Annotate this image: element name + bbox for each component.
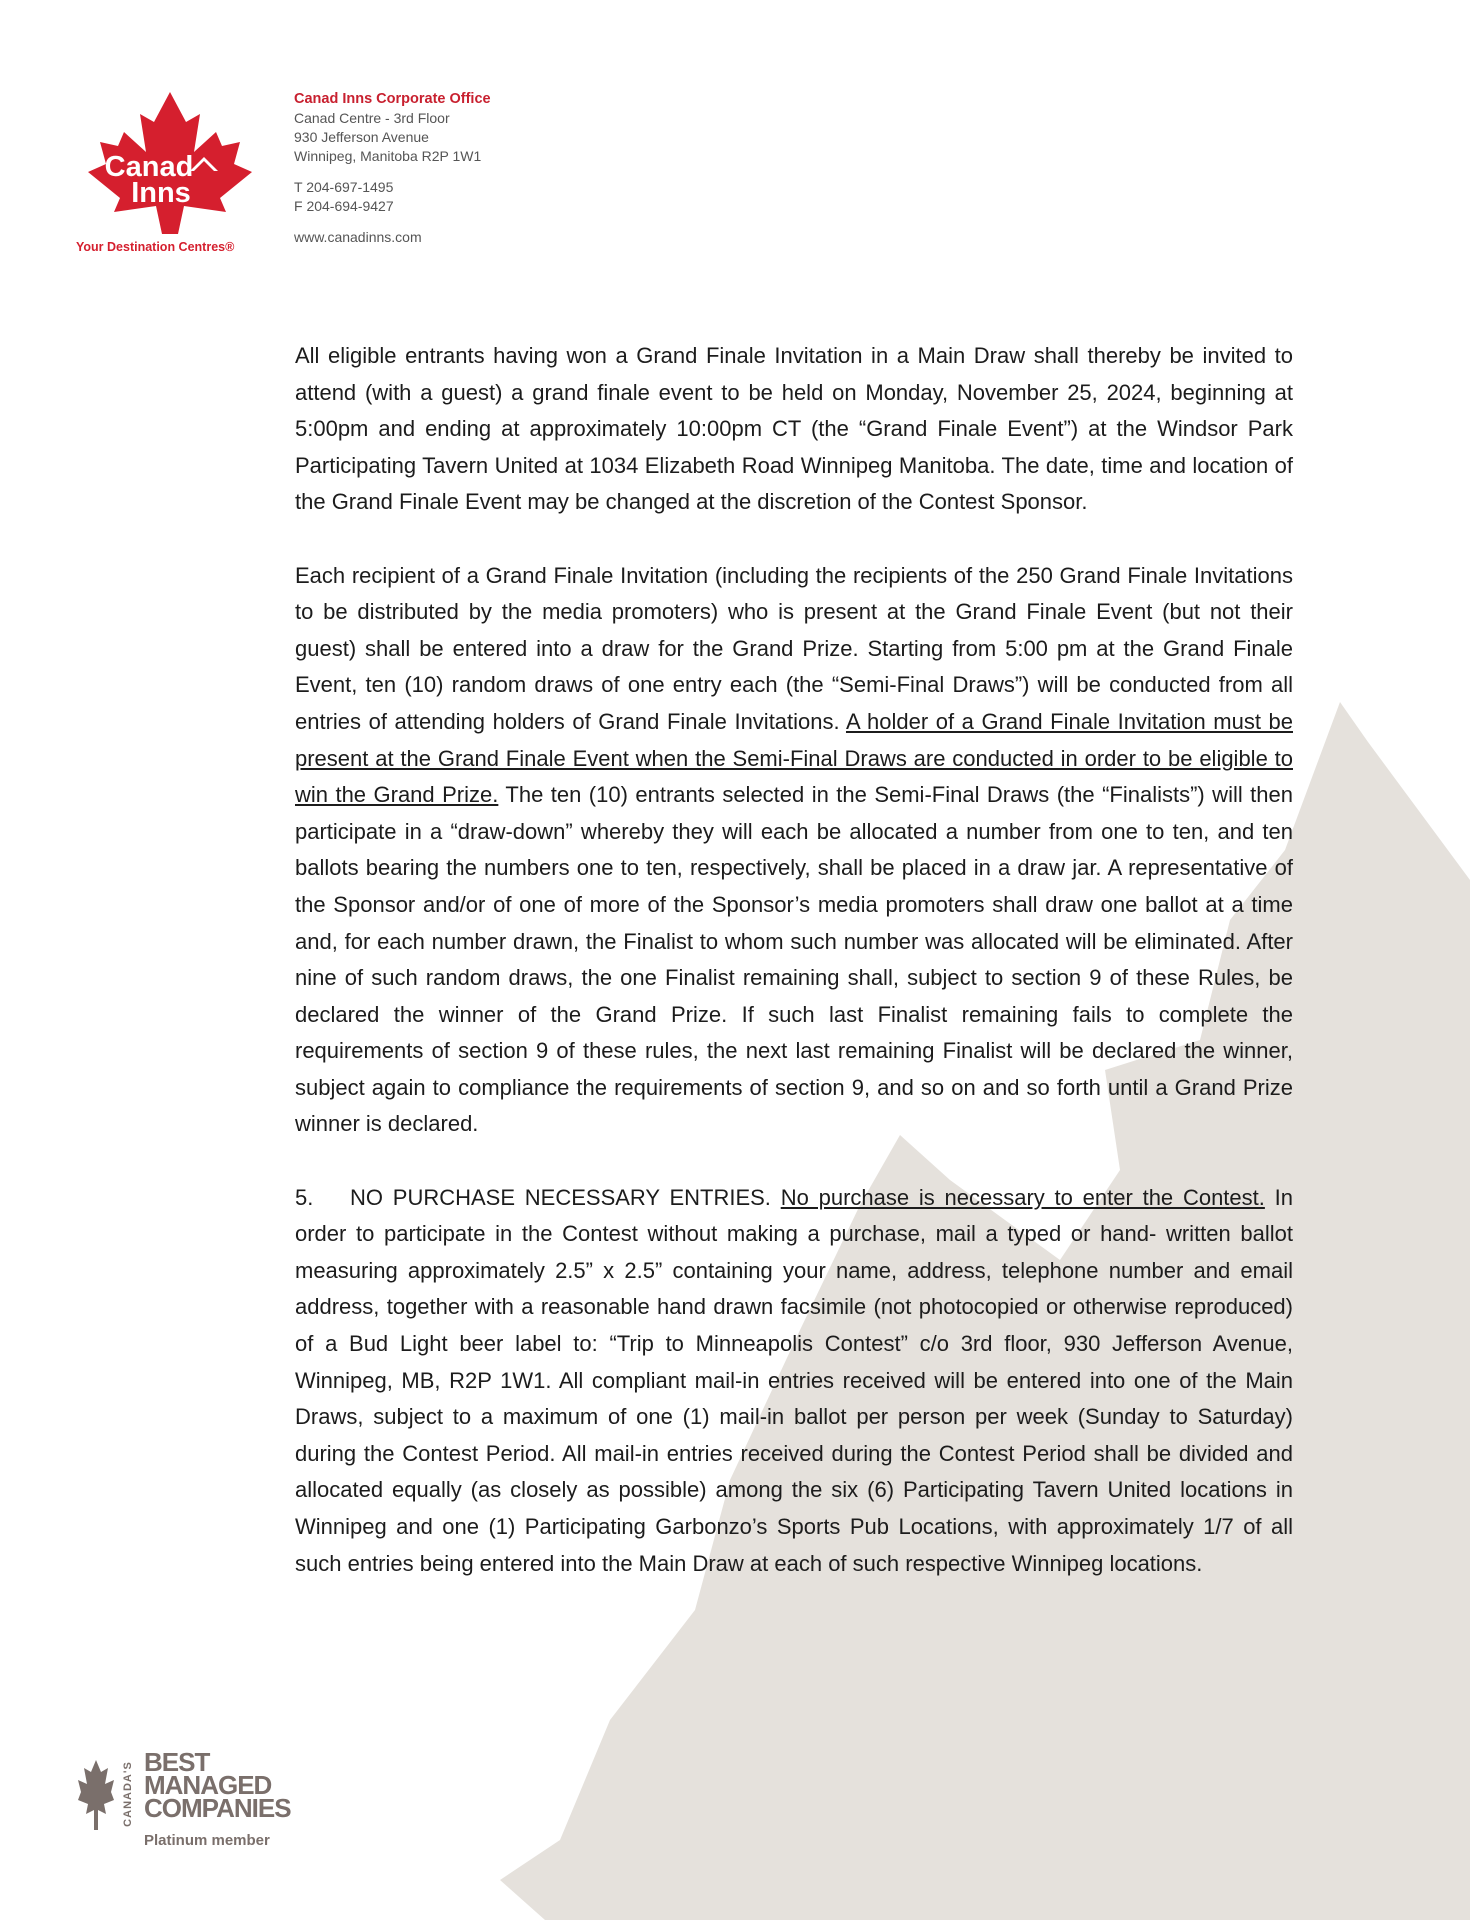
tagline: Your Destination Centres®: [76, 240, 235, 254]
eligibility-notice: A holder of a Grand Finale Invitation must be present at the Grand Finale Event when the Semi-Final Draws are conducted in order to be eligible to win the Grand Prize.: [295, 708, 1293, 808]
no-purchase-notice: No purchase is necessary to enter the Contest.: [780, 1184, 1265, 1210]
paragraph-grand-prize-draw: [295, 558, 1293, 1144]
bmc-line: BEST: [144, 1747, 210, 1777]
fax-number: F 204-694-9427: [294, 198, 394, 214]
office-name: Canad Inns Corporate Office: [294, 91, 491, 107]
paragraph-no-purchase: [295, 1180, 1293, 1583]
document-body: [295, 338, 1293, 1619]
paragraph-text: The ten (10) entrants selected in the Semi-Final Draws (the “Finalists”) will then participate in a “draw-down” whereby they will each be allocated a number from one to ten, and ten ballots bearing the numbers one to ten, respectively, shall be placed in a draw jar. A representative of the Sponsor and/or of one of more of the Sponsor’s media promoters shall draw one ballot at a time and, for each number drawn, the Finalist to whom such number was allocated will be eliminated. After nine of such random draws, the one Finalist remaining shall, subject to section 9 of these Rules, be declared the winner of the Grand Prize. If such last Finalist remaining fails to complete the requirements of section 9 of these rules, the next last remaining Finalist will be declared the winner, subject again to compliance the requirements of section 9, and so on and so forth until a Grand Prize winner is declared.: [295, 782, 1294, 1137]
address-line: Winnipeg, Manitoba R2P 1W1: [294, 148, 482, 164]
address-line: Canad Centre - 3rd Floor: [294, 110, 450, 126]
phone-number: T 204-697-1495: [294, 179, 394, 195]
platinum-member-label: Platinum member: [144, 1832, 270, 1849]
website-link[interactable]: www.canadinns.com: [294, 229, 422, 245]
section-heading: NO PURCHASE NECESSARY ENTRIES.: [350, 1184, 781, 1210]
logo-text-inns: Inns: [131, 177, 191, 209]
bmc-line: MANAGED: [144, 1770, 272, 1800]
canad-inns-logo: [70, 88, 270, 236]
paragraph-grand-finale-event: All eligible entrants having won a Grand Finale Invitation in a Main Draw shall thereby be invited to attend (with a guest) a grand finale event to be held on Monday, November 25, 2024, beginning at 5:00pm and ending at approximately 10:00pm CT (the “Grand Finale Event”) at the Windsor Park Participating Tavern United at 1034 Elizabeth Road Winnipeg Manitoba. The date, time and location of the Grand Finale Event may be changed at the discretion of the Contest Sponsor.: [295, 343, 1293, 515]
paragraph-text: Each recipient of a Grand Finale Invitation (including the recipients of the 250 Grand Finale Invitations to be distributed by the media promoters) who is present at the Grand Finale Event (but not their guest) shall be entered into a draw for the Grand Prize. Starting from 5:00 pm at the Grand Finale Event, ten (10) random draws of one entry each (the “Semi-Final Draws”) will be conducted from all entries of attending holders of Grand Finale Invitations.: [295, 562, 1293, 734]
address-line: 930 Jefferson Avenue: [294, 129, 429, 145]
corporate-address: [294, 90, 491, 247]
maple-leaf-logo-icon: [70, 88, 270, 236]
best-managed-companies-text: [144, 1747, 291, 1823]
maple-leaf-icon: [78, 1760, 114, 1830]
bmc-line: COMPANIES: [144, 1793, 291, 1823]
logo-text-canad: Canad: [104, 151, 194, 183]
canadas-label: CANADA'S: [122, 1761, 134, 1827]
section-number: 5.: [295, 1184, 314, 1210]
paragraph-text: In order to participate in the Contest without making a purchase, mail a typed or hand- written ballot measuring approximately 2.5” x 2.5” containing your name, address, telephone number and email address, together with a reasonable hand drawn facsimile (not photocopied or otherwise reproduced) of a Bud Light beer label to: “Trip to Minneapolis Contest” c/o 3rd floor, 930 Jefferson Avenue, Winnipeg, MB, R2P 1W1. All compliant mail-in entries received will be entered into one of the Main Draws, subject to a maximum of one (1) mail-in ballot per person per week (Sunday to Saturday) during the Contest Period. All mail-in entries received during the Contest Period shall be divided and allocated equally (as closely as possible) among the six (6) Participating Tavern United locations in Winnipeg and one (1) Participating Garbonzo’s Sports Pub Locations, with approximately 1/7 of all such entries being entered into the Main Draw at each of such respective Winnipeg locations.: [295, 1184, 1293, 1576]
